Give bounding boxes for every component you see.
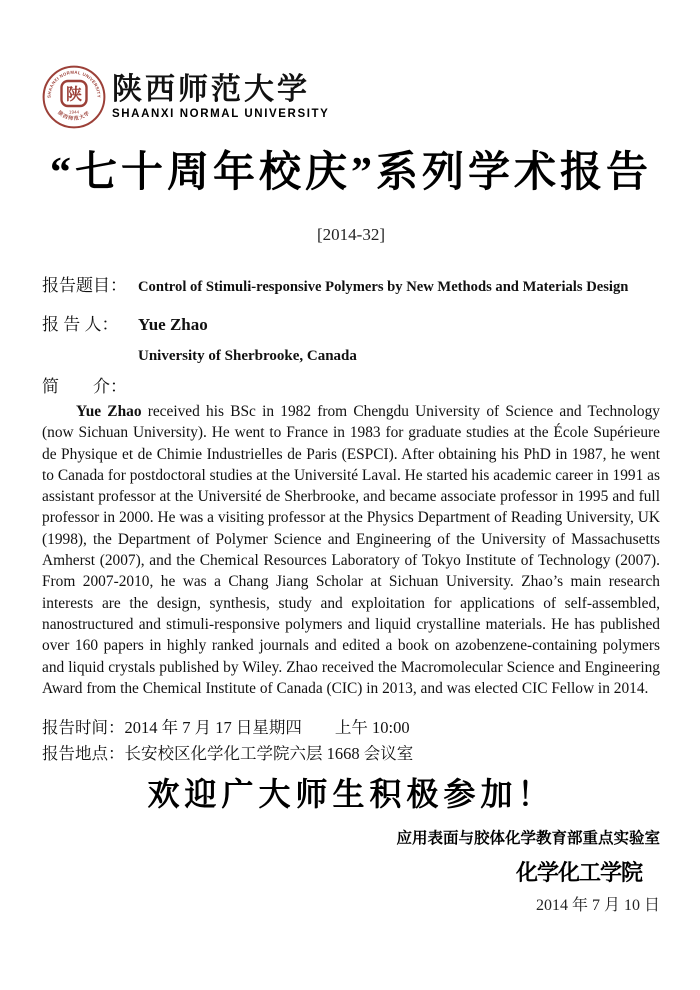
biography-text: received his BSc in 1982 from Chengdu University of Science and Technology (now Sichuan University). He went to France in 1983 for graduate studies at the École Supérieure de Physique et de Chimie Industrielles de Paris (ESPCI). After obtaining his PhD in 1987, he went to Canada for postdoctoral studies at the Université Laval. He started his academic career in 1991 as assistant professor at the Université de Sherbrooke, and became associate professor in 1995 and full professor in 2000. He was a visiting professor at the Physics Department of Reading University, UK (1998), the Department of Polymer Science and Engineering of the University of Massachusetts Amherst (2007), and the Chemical Resources Laboratory of Tokyo Institute of Technology (2007). From 2007-2010, he was a Chang Jiang Scholar at Sichuan University. Zhao’s main research interests are the design, synthesis, study and exploitation for applications of self-assembled, nanostructured and stimuli-responsive polymers and liquid crystalline materials. He has published over 160 papers in highly ranked journals and edited a book on azobenzene-containing polymers and liquid crystals published by Wiley. Zhao received the Macromolecular Science and Engineering Award from the Chemical Institute of Canada (CIC) in 2013, and was elected CIC Fellow in 2014. [42,403,660,697]
biography-lead-name: Yue Zhao [76,403,142,420]
speaker-biography [42,401,660,699]
topic-label: 报告题目： [42,276,127,295]
seal-ring-text: SHAANXI NORMAL UNIVERSITY [46,69,102,99]
footer-laboratory-name: 应用表面与胶体化学教育部重点实验室 [396,829,660,847]
seal-center-character: 陕 [65,86,83,104]
footer-school-name: 化学化工学院 [515,859,642,885]
welcome-message: 欢迎广大师生积极参加！ [147,775,555,812]
university-name-en: SHAANXI NORMAL UNIVERSITY [112,108,330,120]
university-name-block [112,73,329,121]
location-value: 长安校区化学化工学院六层 1668 会议室 [124,743,414,763]
university-logo [42,64,660,130]
speaker-row [42,313,660,337]
speaker-affiliation: University of Sherbrooke, Canada [138,348,357,364]
page-title: “七十周年校庆”系列学术报告 [49,150,652,196]
university-name-zh: 陕西师范大学 [112,73,310,106]
seal-bottom-text: 陕西师范大学 [56,110,92,123]
issue-number: [2014-32] [317,225,385,244]
speaker-affiliation-row [42,346,660,366]
time-row [42,715,660,741]
time-label: 报告时间： [42,717,125,737]
intro-label: 简 介： [42,377,127,396]
seal-year: 1944 [68,109,80,115]
topic-row [42,274,660,298]
intro-row [42,375,660,399]
topic-value: Control of Stimuli-responsive Polymers by New Methods and Materials Design [138,279,629,295]
location-row [42,741,660,767]
speaker-name: Yue Zhao [138,315,208,334]
footer-date: 2014 年 7 月 10 日 [535,896,660,914]
university-seal-icon [42,65,106,129]
location-label: 报告地点： [42,743,125,763]
speaker-label: 报 告 人： [42,315,119,334]
time-value: 2014 年 7 月 17 日星期四 上午 10:00 [124,717,410,737]
